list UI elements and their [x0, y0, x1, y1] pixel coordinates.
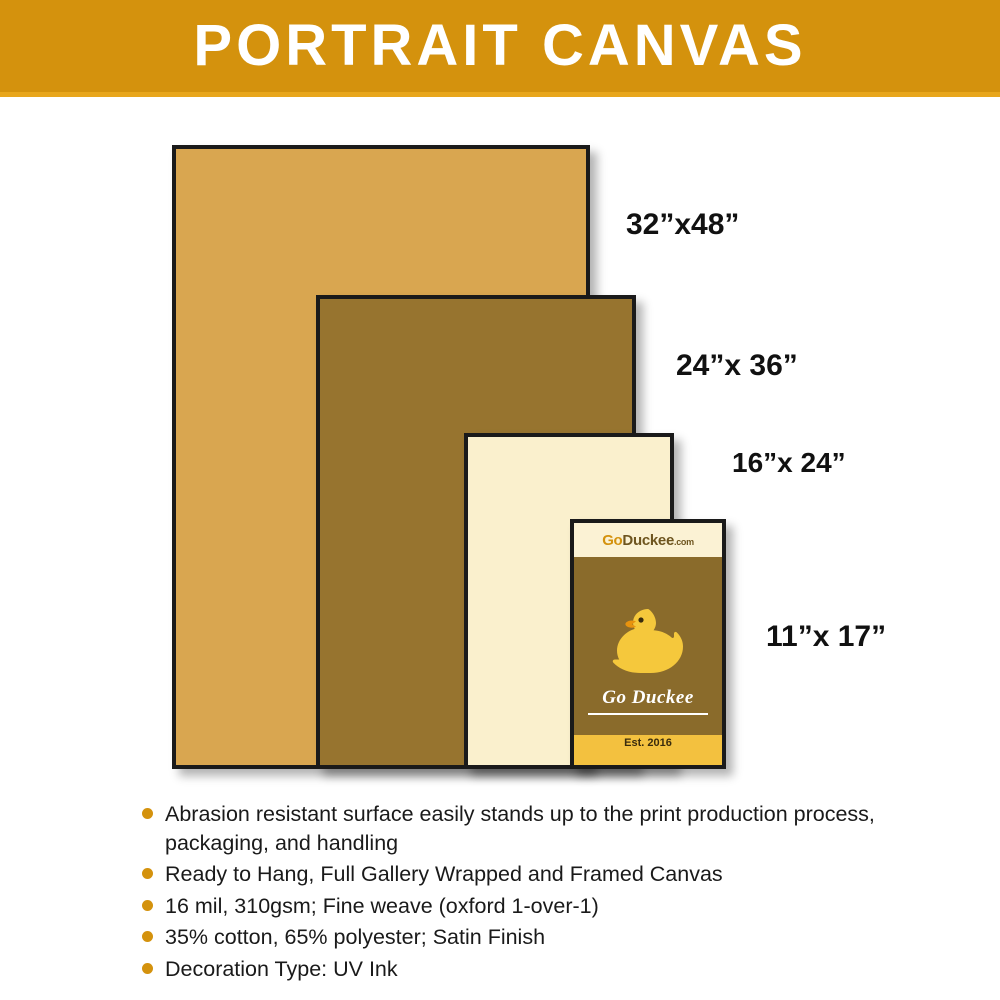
- size-label-32x48: 32”x48”: [626, 208, 740, 241]
- feature-text: Decoration Type: UV Ink: [165, 956, 398, 981]
- bullet-icon: [142, 808, 153, 819]
- header-bar: [0, 0, 1000, 92]
- poster-artwork: [574, 557, 722, 735]
- bullet-icon: [142, 931, 153, 942]
- feature-text: Abrasion resistant surface easily stands up to the print production process, packaging, and handling: [165, 802, 875, 855]
- bullet-icon: [142, 963, 153, 974]
- feature-text: 16 mil, 310gsm; Fine weave (oxford 1-over-1): [165, 893, 599, 918]
- list-item: [142, 860, 942, 889]
- goduckee-poster: [574, 523, 722, 765]
- canvas-size-diagram: [0, 97, 1000, 787]
- size-label-24x36: 24”x 36”: [676, 349, 798, 382]
- poster-script-text: Go Duckee: [602, 687, 694, 708]
- feature-text: Ready to Hang, Full Gallery Wrapped and Framed Canvas: [165, 862, 723, 887]
- poster-brand-bar: [574, 523, 722, 557]
- canvas-swatch-11x17: [570, 519, 726, 769]
- poster-footer-bar: [574, 735, 722, 765]
- brand-logo-go: Go: [602, 531, 623, 549]
- list-item: [142, 800, 942, 857]
- page-title: PORTRAIT CANVAS: [193, 13, 807, 78]
- list-item: [142, 955, 942, 984]
- duck-icon: [607, 605, 689, 682]
- brand-logo-duckee: Duckee: [622, 531, 674, 549]
- bullet-icon: [142, 868, 153, 879]
- size-label-16x24: 16”x 24”: [732, 447, 846, 478]
- size-label-11x17: 11”x 17”: [766, 620, 887, 653]
- feature-list: [142, 800, 942, 987]
- feature-text: 35% cotton, 65% polyester; Satin Finish: [165, 925, 546, 950]
- poster-established-text: Est. 2016: [624, 737, 672, 749]
- poster-divider: [588, 713, 708, 715]
- brand-logo-dotcom: .com: [674, 536, 694, 547]
- list-item: [142, 923, 942, 952]
- bullet-icon: [142, 900, 153, 911]
- list-item: [142, 892, 942, 921]
- brand-logo: [602, 532, 694, 549]
